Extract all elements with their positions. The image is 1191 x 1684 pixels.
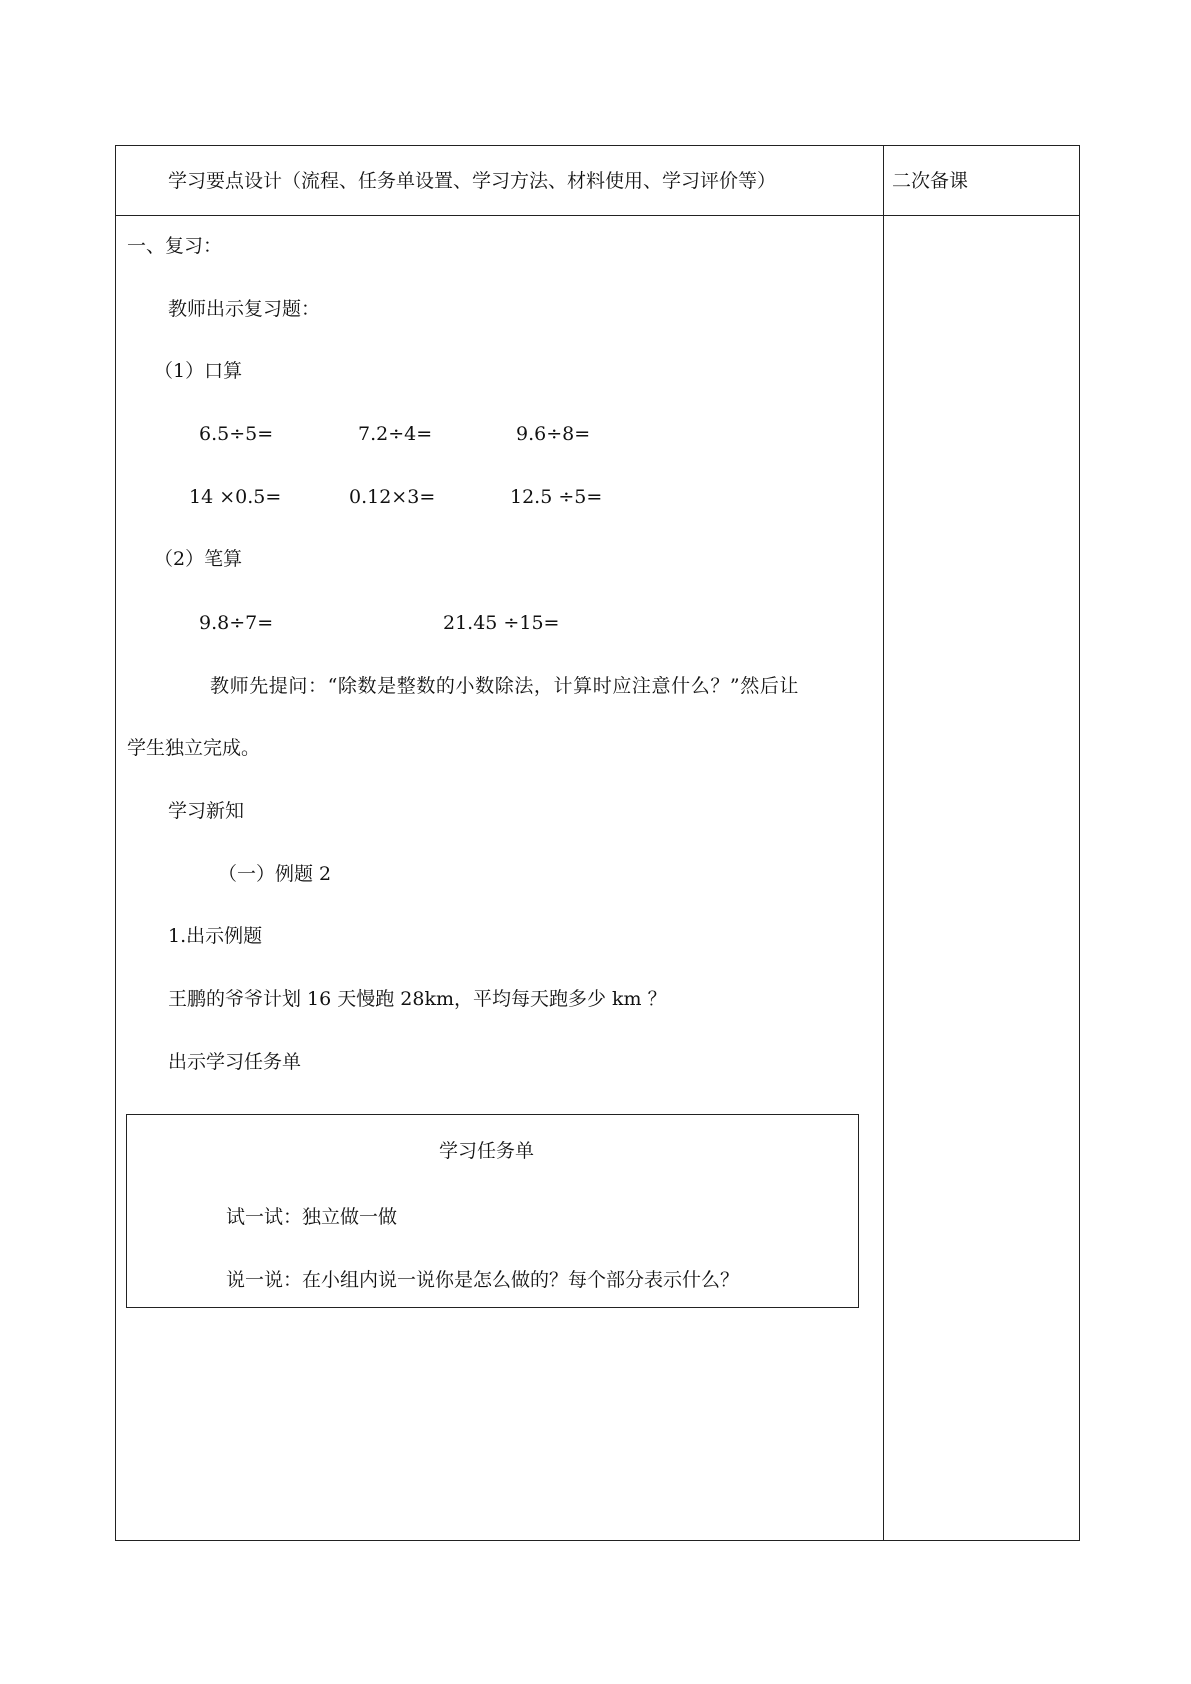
- column-divider: [883, 145, 884, 1541]
- oral-item: 12.5 ÷5=: [510, 486, 603, 508]
- oral-item: 9.6÷8=: [516, 423, 591, 445]
- oral-item: 7.2÷4=: [358, 423, 433, 445]
- example-problem: 王鹏的爷爷计划 16 天慢跑 28km，平均每天跑多少 km ？: [168, 988, 667, 1010]
- task-say: 说一说：在小组内说一说你是怎么做的？每个部分表示什么？: [226, 1269, 740, 1291]
- written-calc-label: （2）笔算: [154, 548, 243, 570]
- new-knowledge-heading: 学习新知: [168, 800, 245, 822]
- show-task-sheet: 出示学习任务单: [168, 1051, 302, 1073]
- review-heading: 一、复习：: [127, 235, 223, 257]
- task-try: 试一试：独立做一做: [226, 1206, 398, 1228]
- task-sheet-title: 学习任务单: [439, 1140, 535, 1162]
- written-item: 21.45 ÷15=: [443, 612, 560, 634]
- oral-item: 0.12×3=: [349, 486, 436, 508]
- oral-item: 14 ×0.5=: [189, 486, 282, 508]
- main-column-header: 学习要点设计（流程、任务单设置、学习方法、材料使用、学习评价等）: [168, 170, 777, 192]
- teacher-question-continued: 学生独立完成。: [127, 737, 261, 759]
- header-divider: [115, 215, 1080, 216]
- written-item: 9.8÷7=: [199, 612, 274, 634]
- review-intro: 教师出示复习题：: [168, 298, 321, 320]
- example-label: （一）例题 2: [218, 863, 332, 885]
- step-show-example: 1.出示例题: [168, 925, 263, 947]
- oral-calc-label: （1）口算: [154, 360, 243, 382]
- lesson-table: [115, 145, 1080, 1541]
- side-column-header: 二次备课: [892, 170, 969, 192]
- oral-item: 6.5÷5=: [199, 423, 274, 445]
- teacher-question: 教师先提问：“除数是整数的小数除法，计算时应注意什么？”然后让: [210, 675, 800, 697]
